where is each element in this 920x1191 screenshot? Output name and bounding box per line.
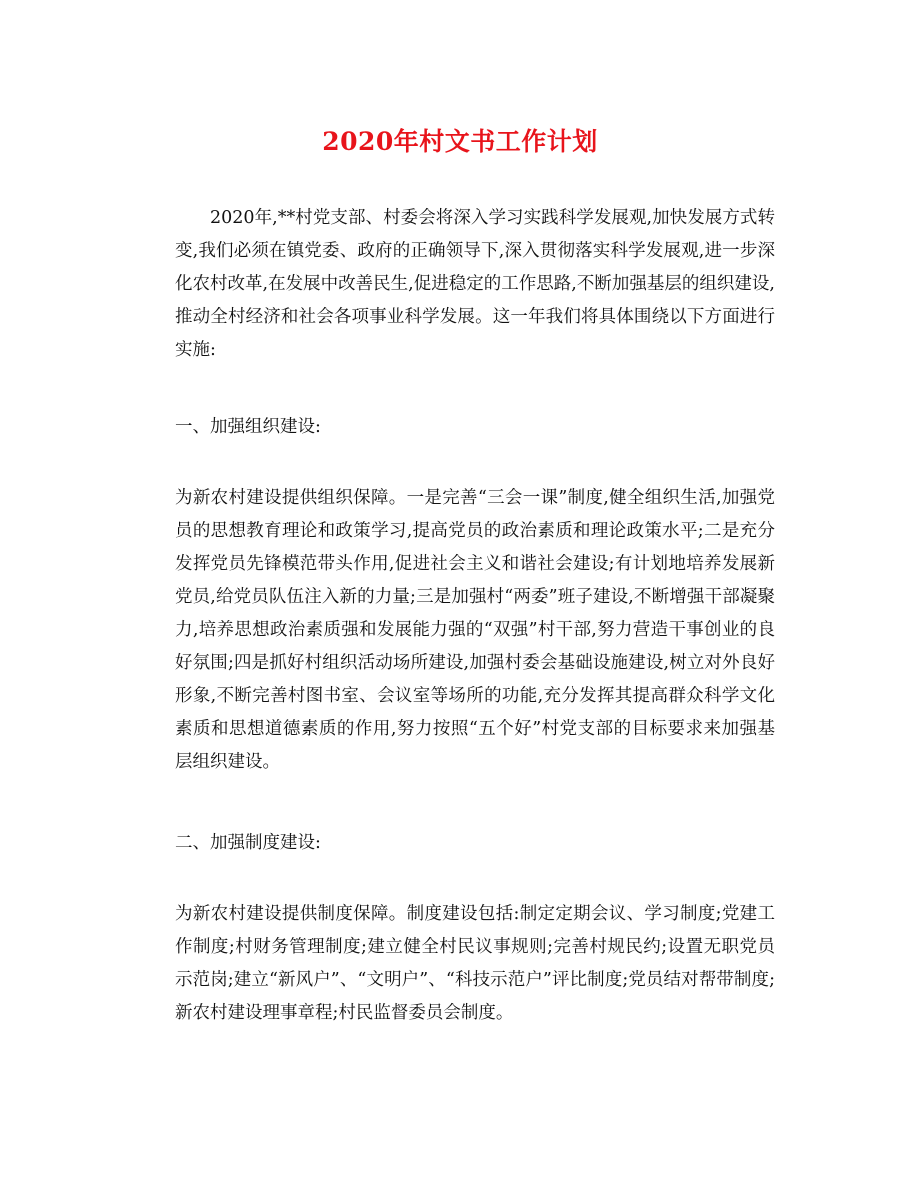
section-heading-organization: 一、加强组织建设: <box>175 417 321 437</box>
section-heading-system: 二、加强制度建设: <box>175 833 321 853</box>
section-text-system: 为新农村建设提供制度保障。制度建设包括:制定定期会议、学习制度;党建工作制度;村财务管理制度;建立健全村民议事规则;完善村规民约;设置无职党员示范岗;建立“新风户”、“文明户”、“科技示范户”评比制度;党员结对帮带制度;新农村建设理事章程;村民监督委员会制度。 <box>175 904 775 1023</box>
intro-paragraph: 2020年,**村党支部、村委会将深入学习实践科学发展观,加快发展方式转变,我们必须在镇党委、政府的正确领导下,深入贯彻落实科学发展观,进一步深化农村改革,在发展中改善民生,促进稳定的工作思路,不断加强基层的组织建设,推动全村经济和社会各项事业科学发展。这一年我们将具体围绕以下方面进行实施: <box>175 208 775 360</box>
section-text-organization: 为新农村建设提供组织保障。一是完善“三会一课”制度,健全组织生活,加强党员的思想教育理论和政策学习,提高党员的政治素质和理论政策水平;二是充分发挥党员先锋模范带头作用,促进社会主义和谐社会建设;有计划地培养发展新党员,给党员队伍注入新的力量;三是加强村“两委”班子建设,不断增强干部凝聚力,培养思想政治素质强和发展能力强的“双强”村干部,努力营造干事创业的良好氛围;四是抓好村组织活动场所建设,加强村委会基础设施建设,树立对外良好形象,不断完善村图书室、会议室等场所的功能,充分发挥其提高群众科学文化素质和思想道德素质的作用,努力按照“五个好”村党支部的目标要求来加强基层组织建设。 <box>175 488 775 772</box>
document-title: 2020年村文书工作计划 <box>322 127 598 156</box>
